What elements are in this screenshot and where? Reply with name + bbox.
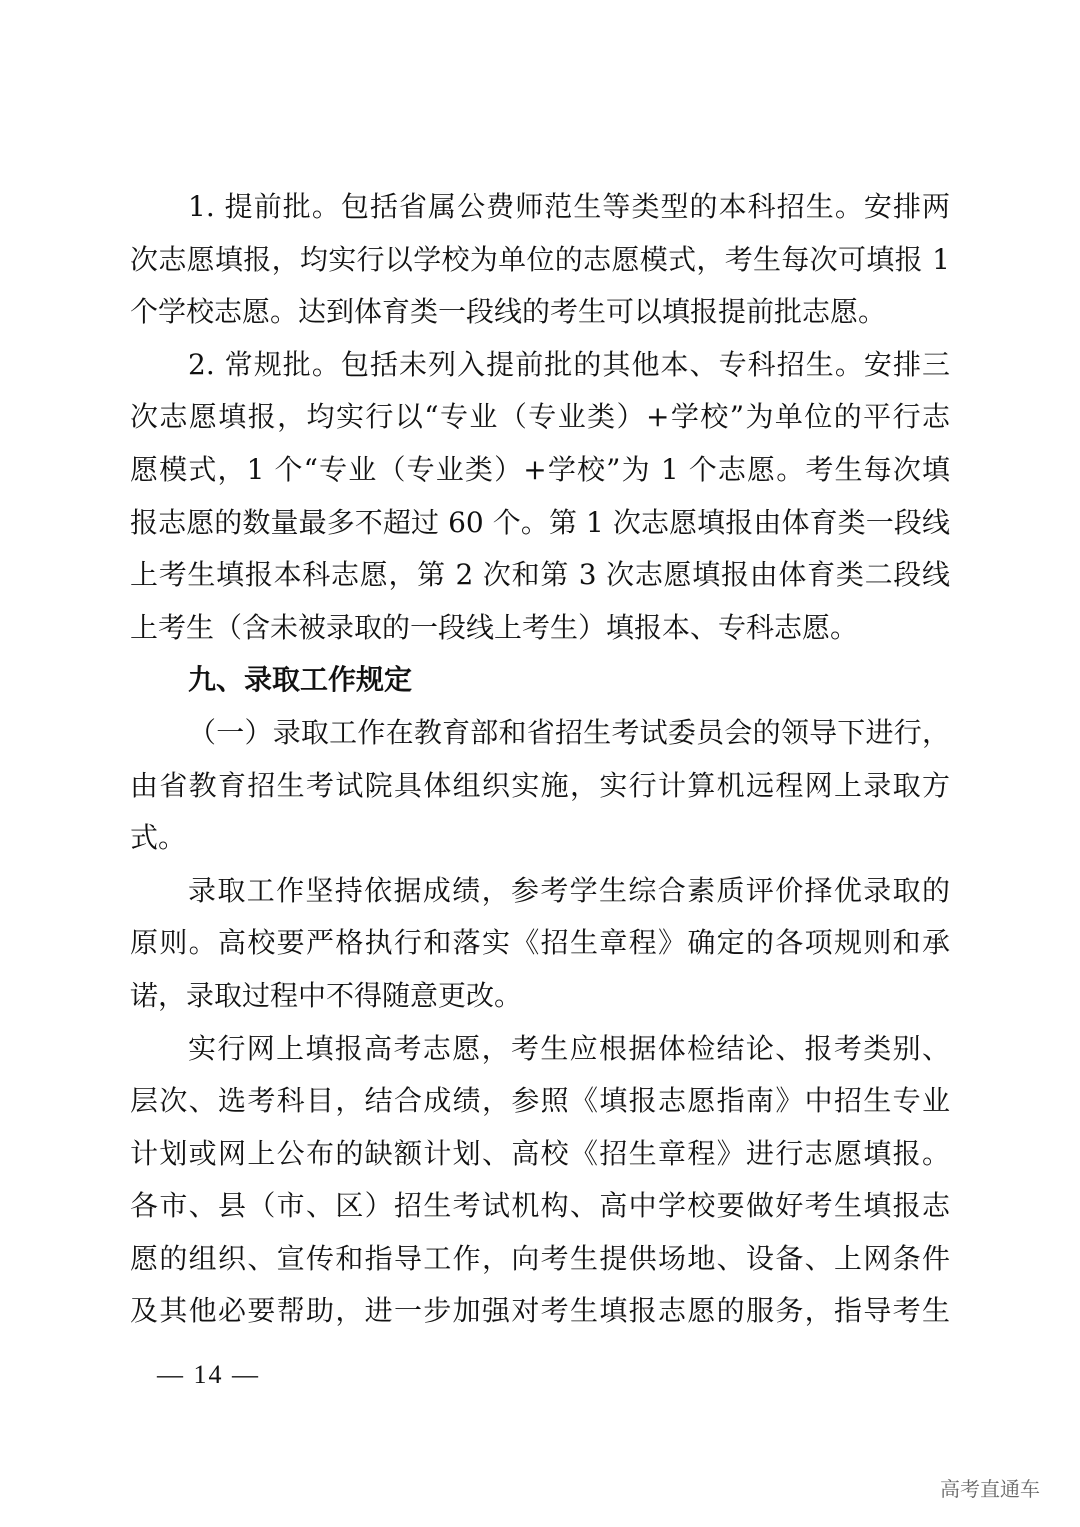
paragraph-line: 愿的组织、宣传和指导工作，向考生提供场地、设备、上网条件 (130, 1241, 950, 1275)
paragraph-line: 2. 常规批。包括未列入提前批的其他本、专科招生。安排三 (188, 347, 950, 381)
paragraph-line: 诺，录取过程中不得随意更改。 (130, 978, 523, 1012)
paragraph-line: 实行网上填报高考志愿，考生应根据体检结论、报考类别、 (188, 1031, 950, 1065)
paragraph-line: 报志愿的数量最多不超过 60 个。第 1 次志愿填报由体育类一段线 (130, 505, 950, 539)
paragraph-line: 次志愿填报，均实行以“专业（专业类）+学校”为单位的平行志 (130, 400, 950, 434)
paragraph-line: 各市、县（市、区）招生考试机构、高中学校要做好考生填报志 (130, 1189, 950, 1223)
paragraph-line: 次志愿填报，均实行以学校为单位的志愿模式，考生每次可填报 1 (130, 242, 950, 276)
paragraph-line: 上考生（含未被录取的一段线上考生）填报本、专科志愿。 (130, 610, 859, 644)
paragraph-line: 愿模式，1 个“专业（专业类）+学校”为 1 个志愿。考生每次填 (130, 452, 950, 486)
paragraph-line: （一）录取工作在教育部和省招生考试委员会的领导下进行， (188, 715, 950, 749)
paragraph-line: 由省教育招生考试院具体组织实施，实行计算机远程网上录取方 (130, 768, 950, 802)
page-number: — 14 — (157, 1360, 260, 1389)
section-heading: 九、录取工作规定 (188, 663, 413, 697)
paragraph-line: 个学校志愿。达到体育类一段线的考生可以填报提前批志愿。 (130, 295, 887, 329)
paragraph-line: 及其他必要帮助，进一步加强对考生填报志愿的服务，指导考生 (130, 1294, 950, 1328)
paragraph-line: 式。 (130, 821, 187, 855)
paragraph-line: 层次、选考科目，结合成绩，参照《填报志愿指南》中招生专业 (130, 1084, 950, 1118)
paragraph-line: 上考生填报本科志愿，第 2 次和第 3 次志愿填报由体育类二段线 (130, 558, 950, 592)
paragraph-line: 1. 提前批。包括省属公费师范生等类型的本科招生。安排两 (188, 190, 950, 223)
paragraph-line: 录取工作坚持依据成绩，参考学生综合素质评价择优录取的 (188, 873, 950, 907)
document-body (130, 181, 950, 1338)
paragraph-line: 原则。高校要严格执行和落实《招生章程》确定的各项规则和承 (130, 926, 950, 960)
watermark: 高考直通车 (940, 1477, 1040, 1501)
paragraph-line: 计划或网上公布的缺额计划、高校《招生章程》进行志愿填报。 (130, 1136, 950, 1170)
